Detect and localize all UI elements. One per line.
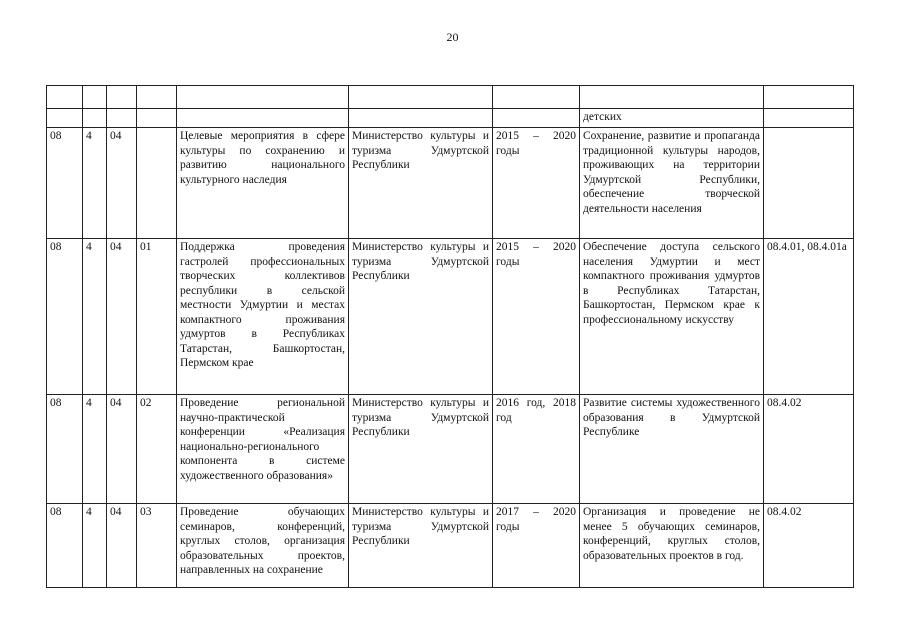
code4-cell: 02 [137,395,177,504]
executor-cell: Министерство культуры и туризма Удмуртской Республики [349,239,493,395]
continuation-row [47,109,854,128]
period-cell: 2015 – 2020 годы [493,239,580,395]
code2-cell: 4 [83,128,107,239]
code4-cell [137,128,177,239]
table-row [47,128,854,239]
name-cell: Проведение обучающих семинаров, конференций, круглых столов, организация образовательных проектов, направленных на сохранение [177,504,349,588]
code3-cell: 04 [107,239,137,395]
code3-cell: 04 [107,128,137,239]
code1-cell: 08 [47,504,83,588]
period-cell: 2015 – 2020 годы [493,128,580,239]
result-cell: Развитие системы художественного образования в Удмуртской Республике [580,395,764,504]
indicators-cell [764,128,854,239]
result-cell: Сохранение, развитие и пропаганда традиционной культуры народов, проживающих на территории Удмуртской Республики, обеспечение творческой деятельности населения [580,128,764,239]
name-cell: Поддержка проведения гастролей профессиональных творческих коллективов республики в сельской местности Удмуртии и местах компактного проживания удмуртов в Республиках Татарстан, Башкортостан, Пермском крае [177,239,349,395]
period-cell: 2016 год, 2018 год [493,395,580,504]
indicators-cell: 08.4.02 [764,504,854,588]
name-cell: Целевые мероприятия в сфере культуры по сохранению и развитию национального культурного наследия [177,128,349,239]
executor-cell: Министерство культуры и туризма Удмуртской Республики [349,504,493,588]
indicators-cell: 08.4.02 [764,395,854,504]
period-cell: 2017 – 2020 годы [493,504,580,588]
executor-cell: Министерство культуры и туризма Удмуртской Республики [349,128,493,239]
code3-cell: 04 [107,395,137,504]
code2-cell: 4 [83,395,107,504]
table-row [47,239,854,395]
code1-cell: 08 [47,128,83,239]
code1-cell: 08 [47,395,83,504]
code4-cell: 03 [137,504,177,588]
executor-cell: Министерство культуры и туризма Удмуртской Республики [349,395,493,504]
table-row [47,504,854,588]
page-number: 20 [446,30,459,44]
code1-cell: 08 [47,239,83,395]
name-cell: Проведение региональной научно-практической конференции «Реализация национально-регионального компонента в системе художественного образования» [177,395,349,504]
code4-cell: 01 [137,239,177,395]
indicators-cell: 08.4.01, 08.4.01а [764,239,854,395]
result-cell: Обеспечение доступа сельского населения Удмуртии и мест компактного проживания удмуртов в Республиках Татарстан, Башкортостан, Пермском крае к профессиональному искусству [580,239,764,395]
code3-cell: 04 [107,504,137,588]
code2-cell: 4 [83,239,107,395]
program-table [46,85,854,588]
result-cell: Организация и проведение не менее 5 обучающих семинаров, конференций, круглых столов, образовательных проектов в год. [580,504,764,588]
table-row [47,395,854,504]
code2-cell: 4 [83,504,107,588]
continuation-result: детских [580,109,764,128]
table-header-blank-row [47,86,854,109]
